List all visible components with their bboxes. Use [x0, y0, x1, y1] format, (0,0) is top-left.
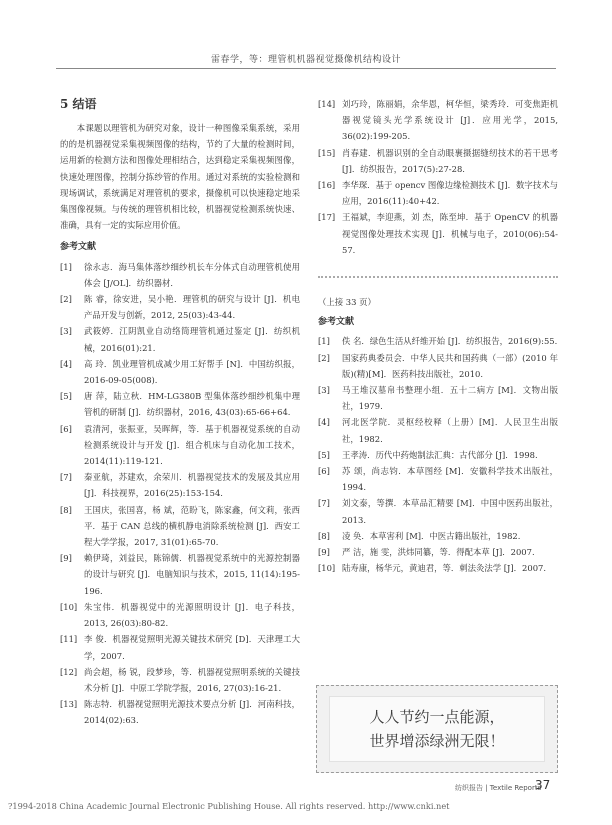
reference-item — [318, 544, 558, 560]
reference-text: 佚 名．绿色生活从纤维开始 [J]．纺织报告，2016(9):55. — [342, 336, 558, 347]
reference-item — [60, 421, 300, 470]
reference-number: [7] — [60, 472, 72, 483]
reference-item — [60, 664, 300, 696]
reference-text: 秦亚航，苏建欢，余荣川．机器视觉技术的发展及其应用 [J]．科技视界，2016(25):153-154. — [84, 472, 300, 499]
page-number: 37 — [535, 778, 551, 792]
reference-item — [318, 333, 558, 349]
reference-number: [7] — [318, 498, 330, 509]
conclusion-paragraph: 本课题以理管机为研究对象，设计一种图像采集系统，采用的的是机器视觉采集视频图像的结构，节约了大量的检测时间，运用新的检测方法和图像处理相结合，达到稳定采集视频图像，快速处理图像，控制分拣纱管的作用。通过对系统的实验检测和现场调试，系统满足对理管机的要求，摄像机可以快速稳定地采集图像视频。与传统的理管机相比较，机器视觉检测系统快速、准确，具有一定的实际应用价值。 — [60, 123, 300, 231]
reference-text: 武筱婷．江阴凯业自动络筒理管机通过鉴定 [J]．纺织机械，2016(01):21. — [84, 326, 300, 353]
reference-number: [5] — [318, 449, 330, 460]
reference-text: 陈 睿，徐安进，吴小艳．理管机的研究与设计 [J]．机电产品开发与创新，2012, 25(03):43-44. — [84, 294, 300, 321]
reference-text: 凌 奂．本草害利 [M]．中医古籍出版社，1982. — [342, 530, 521, 541]
reference-text: 赖伊琦，刘益民，陈锦儒．机器视觉系统中的光源控制器的设计与研究 [J]．电脑知识与技术，2015, 11(14):195-196. — [84, 553, 300, 596]
references-list-right — [318, 333, 558, 576]
reference-text: 河北医学院．灵枢经校释（上册）[M]．人民卫生出版社，1982. — [342, 417, 558, 444]
references-title: 参考文献 — [60, 242, 97, 253]
dotted-separator — [318, 276, 558, 278]
reference-number: [1] — [318, 336, 330, 347]
reference-number: [5] — [60, 391, 72, 402]
reference-number: [2] — [60, 294, 72, 305]
reference-number: [9] — [318, 547, 330, 558]
reference-number: [6] — [318, 466, 330, 477]
reference-number: [15] — [318, 147, 336, 158]
reference-text: 陆寿康，杨华元，黄迪君，等．刺法灸法学 [J]．2007. — [342, 563, 547, 574]
reference-text: 陈志特．机器视觉照明光源技术要点分析 [J]．河南科技，2014(02):63. — [84, 699, 300, 726]
reference-number: [8] — [60, 504, 72, 515]
reference-text: 肖春建．机器识别的全自动眼裹摄据缝纫技术的若干思考 [J]．纺织报告，2017(5):27-28. — [342, 147, 558, 174]
ad-line-2: 世界增添绿洲无限！ — [369, 732, 505, 750]
reference-number: [3] — [60, 326, 72, 337]
reference-text: 高 玲．凯业理管机成减少用工好帮手 [N]．中国纺织报，2016-09-05(008). — [84, 358, 300, 386]
section-heading: 5 结语 — [60, 97, 97, 111]
reference-text: 严 洁，施 雯，洪炜同纂，等．得配本草 [J]．2007. — [342, 547, 535, 558]
reference-text: 马王堆汉墓帛书整理小组．五十二病方 [M]．文物出版社，1979. — [342, 385, 558, 412]
reference-item — [60, 696, 300, 728]
reference-text: 唐 萍，陆立秋．HM-LG380B 型集体落纱细纱机集中理管机的研制 [J]．纺织器材，2016, 43(03):65-66+64. — [84, 391, 300, 418]
reference-number: [13] — [60, 699, 78, 710]
continued-note: （上接 33 页） — [318, 297, 376, 307]
reference-item — [60, 599, 300, 631]
reference-number: [8] — [318, 530, 330, 541]
reference-item — [318, 177, 558, 209]
reference-text: 刘巧玲，陈丽娟，余华恩，柯华恒，梁秀玲．可变焦距机器视觉镜头光学系统设计 [J]．应用光学，2015, 36(02):199-205. — [342, 99, 558, 142]
public-service-ad — [316, 685, 558, 773]
reference-text: 王国庆，张国喜，杨 斌，范盼飞，陈家鑫，何文莉，张西平．基于 CAN 总线的横机静电消除系统检测 [J]．西安工程大学学报，2017, 31(01):65-70. — [84, 504, 300, 548]
reference-number: [4] — [60, 358, 72, 369]
footer-journal-name: 纺织报告 | Textile Reports — [455, 784, 542, 792]
reference-text: 国家药典委员会．中华人民共和国药典（一部）(2010 年版)(精)[M]．医药科技出版社，2010. — [342, 352, 558, 379]
reference-item — [318, 447, 558, 463]
reference-number: [10] — [60, 601, 78, 612]
reference-number: [17] — [318, 212, 336, 223]
reference-number: [11] — [60, 634, 78, 645]
reference-number: [9] — [60, 553, 72, 564]
reference-text: 李华琛．基于 opencv 图像边缘检测技术 [J]．数字技术与应用，2016(11):40+42. — [342, 180, 558, 207]
running-header: 雷春学，等：理管机机器视觉摄像机结构设计 — [210, 55, 401, 65]
reference-item — [60, 502, 300, 551]
reference-item — [318, 145, 558, 177]
references-title-2: 参考文献 — [318, 317, 355, 328]
reference-item — [60, 356, 300, 388]
reference-text: 刘文泰，等撰．本草品汇精要 [M]．中国中医药出版社，2013. — [342, 498, 558, 525]
reference-item — [318, 495, 558, 527]
reference-number: [14] — [318, 99, 336, 109]
references-list-continued — [318, 96, 558, 258]
reference-item — [60, 323, 300, 355]
reference-text: 朱宝伟．机器视觉中的光源照明设计 [J]．电子科技，2013, 26(03):80-82. — [84, 601, 300, 629]
right-column-lower — [318, 294, 558, 576]
reference-text: 苏 颂，尚志钧．本草图经 [M]．安徽科学技术出版社，1994. — [342, 466, 558, 493]
header-rule — [56, 68, 556, 69]
reference-text: 尚会超，杨 锐，段梦珍，等．机器视觉照明系统的关键技术分析 [J]．中原工学院学报，2016, 27(03):16-21. — [84, 666, 300, 693]
reference-item — [60, 469, 300, 501]
reference-number: [12] — [60, 666, 78, 677]
reference-number: [2] — [318, 352, 330, 363]
ad-line-1: 人人节约一点能源， — [369, 708, 505, 726]
reference-text: 徐永志．海马集体落纱细纱机长车分体式自动理管机使用体会 [J/OL]．纺织器材． — [84, 261, 300, 288]
reference-number: [16] — [318, 180, 336, 191]
reference-item — [318, 96, 558, 145]
reference-item — [318, 463, 558, 495]
reference-number: [10] — [318, 563, 336, 574]
reference-item — [60, 631, 300, 663]
reference-number: [4] — [318, 417, 330, 428]
references-list-left — [60, 259, 300, 729]
right-column — [318, 96, 558, 258]
reference-item — [60, 259, 300, 291]
ad-inner-panel — [329, 696, 545, 762]
reference-text: 王孝涛．历代中药炮制法汇典：古代部分 [J]．1998. — [342, 449, 538, 460]
reference-text: 袁清河，张振亚，吴晖辉，等．基于机器视觉系统的自动检测系统设计与开发 [J]．组合机床与自动化加工技术，2014(11):119-121. — [84, 423, 300, 467]
reference-number: [3] — [318, 385, 330, 396]
reference-item — [60, 388, 300, 420]
reference-item — [318, 350, 558, 382]
reference-item — [318, 560, 558, 576]
reference-item — [318, 209, 558, 258]
left-column — [60, 96, 300, 729]
reference-item — [318, 414, 558, 446]
reference-number: [6] — [60, 423, 72, 434]
reference-text: 李 俊．机器视觉照明光源关键技术研究 [D]．天津理工大学，2007. — [84, 634, 300, 661]
reference-item — [60, 291, 300, 323]
reference-item — [318, 528, 558, 544]
reference-text: 王福斌，李迎燕，刘 杰，陈至坤．基于 OpenCV 的机器视觉图像处理技术实现 [J]．机械与电子，2010(06):54-57. — [342, 212, 558, 255]
reference-item — [318, 382, 558, 414]
copyright-line: ?1994-2018 China Academic Journal Electronic Publishing House. All rights reserved. http://www.cnki.net — [8, 801, 450, 811]
reference-number: [1] — [60, 261, 72, 272]
reference-item — [60, 550, 300, 599]
